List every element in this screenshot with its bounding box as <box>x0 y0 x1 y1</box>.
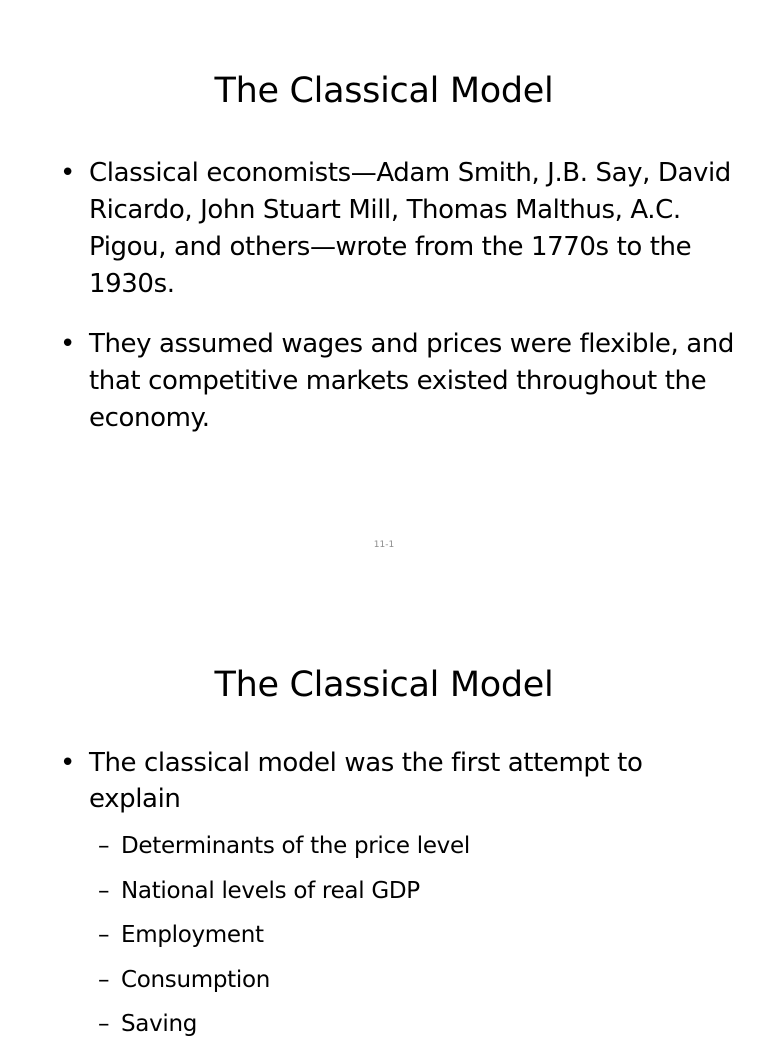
slide-title: The Classical Model <box>214 71 554 111</box>
sub-bullet-text: Determinants of the price level <box>121 833 470 859</box>
bullet-list <box>58 745 738 831</box>
dash-marker: – <box>98 877 110 904</box>
dash-marker: – <box>98 833 110 859</box>
slide-title: The Classical Model <box>214 665 554 705</box>
bullet-item <box>58 155 738 303</box>
bullet-text: They assumed wages and prices were flexible, and that competitive markets existed throughout the economy. <box>89 329 734 433</box>
sub-bullet-item <box>98 1009 470 1039</box>
sub-bullet-text: Saving <box>121 1011 198 1037</box>
sub-bullet-list <box>98 831 470 1054</box>
bullet-text: Classical economists—Adam Smith, J.B. Say, David Ricardo, John Stuart Mill, Thomas Malthus, A.C. Pigou, and others—wrote from the 1770s to the 1930s. <box>89 158 731 299</box>
bullet-item <box>58 745 738 817</box>
sub-bullet-item <box>98 920 470 950</box>
bullet-marker: • <box>60 329 75 359</box>
sub-bullet-item <box>98 876 470 906</box>
bullet-text: The classical model was the first attempt to explain <box>89 748 643 814</box>
sub-bullet-item <box>98 831 470 861</box>
sub-bullet-text: Consumption <box>121 966 271 993</box>
bullet-marker: • <box>60 158 75 188</box>
sub-bullet-item <box>98 965 470 995</box>
sub-bullet-text: Employment <box>121 922 264 948</box>
dash-marker: – <box>98 922 110 948</box>
dash-marker: – <box>98 966 110 993</box>
dash-marker: – <box>98 1011 110 1037</box>
sub-bullet-text: National levels of real GDP <box>121 877 420 904</box>
slide-number: 11-1 <box>373 540 395 550</box>
slide-2 <box>0 590 768 1037</box>
bullet-list <box>58 155 738 460</box>
bullet-item <box>58 326 738 437</box>
bullet-marker: • <box>60 748 75 778</box>
